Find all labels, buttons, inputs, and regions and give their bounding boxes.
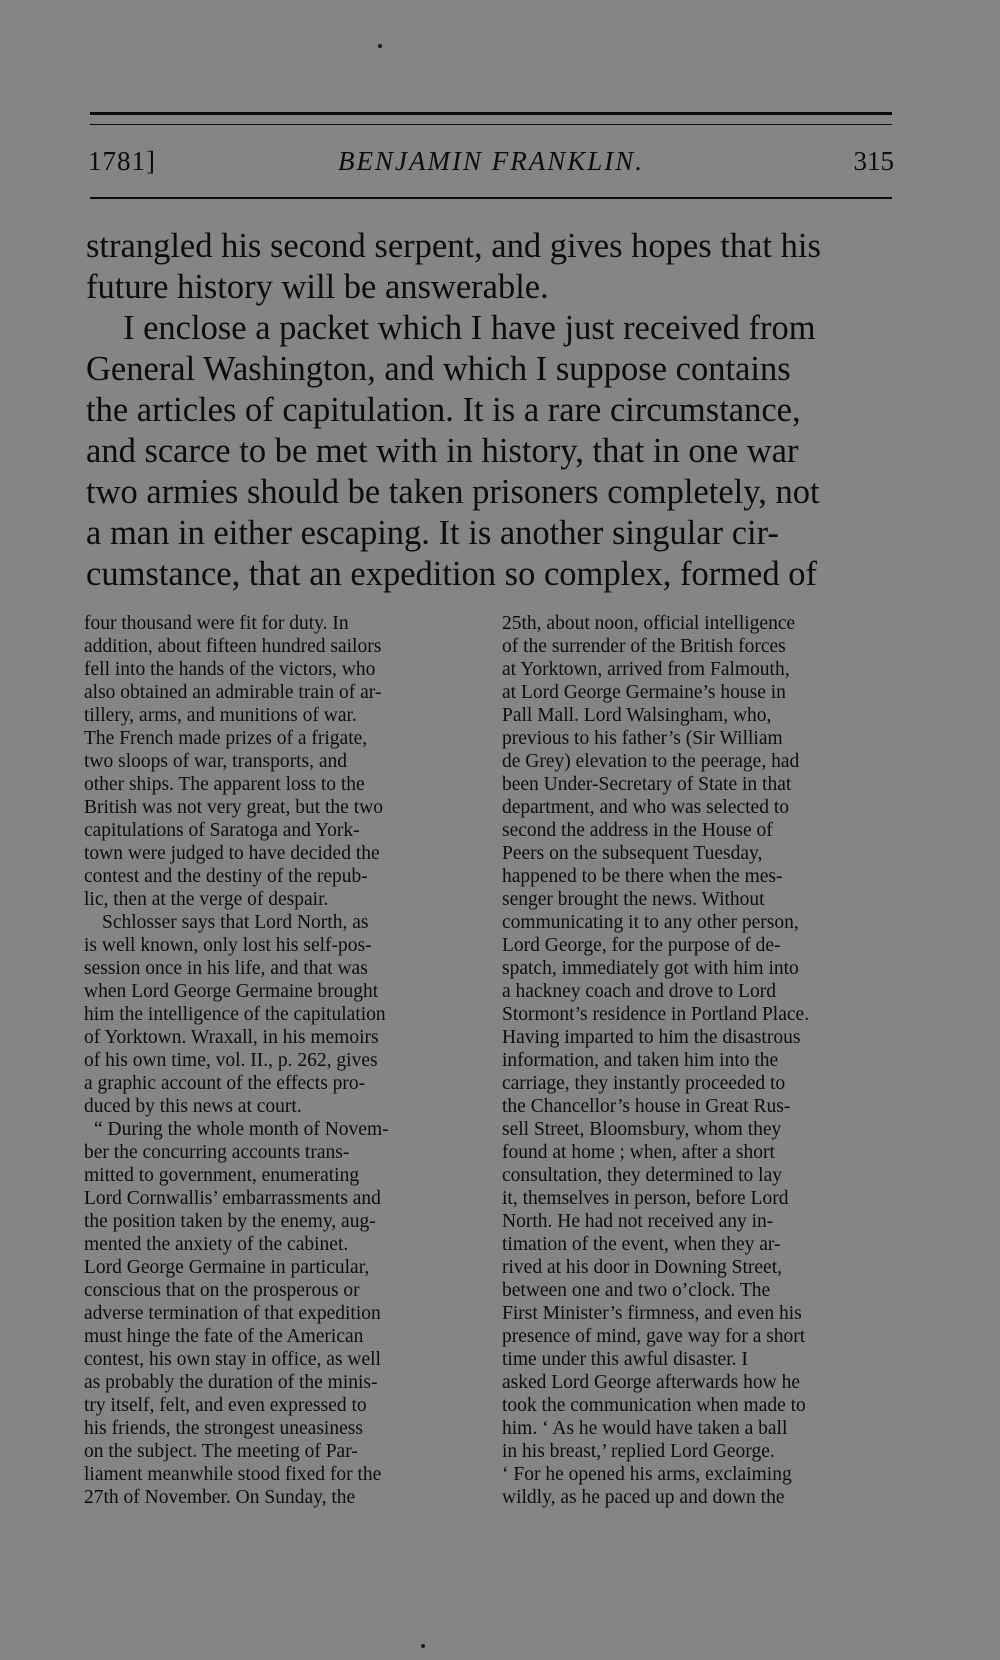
footnote-line: ber the concurring accounts trans- bbox=[84, 1142, 350, 1163]
footnote-line: senger brought the news. Without bbox=[502, 889, 765, 910]
header-rule-second bbox=[90, 124, 892, 125]
footnote-line: at Lord George Germaine’s house in bbox=[502, 682, 786, 703]
speck-top bbox=[378, 44, 382, 48]
footnote-line: department, and who was selected to bbox=[502, 797, 789, 818]
footnote-line: took the communication when made to bbox=[502, 1395, 806, 1416]
footnote-line: found at home ; when, after a short bbox=[502, 1142, 775, 1163]
footnote-line: on the subject. The meeting of Par- bbox=[84, 1441, 358, 1462]
footnote-line: 25th, about noon, official intelligence bbox=[502, 613, 796, 634]
footnote-line: contest and the destiny of the repub- bbox=[84, 866, 368, 887]
running-header bbox=[88, 146, 894, 186]
footnote-line: at Yorktown, arrived from Falmouth, bbox=[502, 659, 790, 680]
footnote-line: when Lord George Germaine brought bbox=[84, 981, 379, 1002]
footnote-line: presence of mind, gave way for a short bbox=[502, 1326, 806, 1347]
header-rule-top bbox=[90, 112, 892, 115]
footnote-line: four thousand were fit for duty. In bbox=[84, 613, 349, 634]
footnote-line: a graphic account of the effects pro- bbox=[84, 1073, 366, 1094]
footnote-line: it, themselves in person, before Lord bbox=[502, 1188, 789, 1209]
footnote-line: time under this awful disaster. I bbox=[502, 1349, 748, 1370]
letter-line: and scarce to be met with in history, that in one war bbox=[86, 432, 799, 470]
footnote-line: must hinge the fate of the American bbox=[84, 1326, 364, 1347]
footnote-line: mented the anxiety of the cabinet. bbox=[84, 1234, 349, 1255]
letter-line: cumstance, that an expedition so complex, formed of bbox=[86, 555, 817, 593]
footnote-line: Lord George, for the purpose of de- bbox=[502, 935, 781, 956]
footnote-line: try itself, felt, and even expressed to bbox=[84, 1395, 367, 1416]
letter-text bbox=[86, 226, 892, 595]
footnote-line: town were judged to have decided the bbox=[84, 843, 380, 864]
footnote-line: mitted to government, enumerating bbox=[84, 1165, 360, 1186]
footnote-line: Pall Mall. Lord Walsingham, who, bbox=[502, 705, 772, 726]
footnote-line: Lord George Germaine in particular, bbox=[84, 1257, 370, 1278]
footnote-line: asked Lord George afterwards how he bbox=[502, 1372, 800, 1393]
speck-bottom bbox=[421, 1644, 425, 1648]
footnote-line: sell Street, Bloomsbury, whom they bbox=[502, 1119, 782, 1140]
footnote-line: of his own time, vol. II., p. 262, gives bbox=[84, 1050, 378, 1071]
footnote-line: two sloops of war, transports, and bbox=[84, 751, 347, 772]
footnote-line: tillery, arms, and munitions of war. bbox=[84, 705, 357, 726]
footnote-column-right bbox=[502, 612, 888, 1509]
footnote-line: other ships. The apparent loss to the bbox=[84, 774, 365, 795]
footnote-line: addition, about fifteen hundred sailors bbox=[84, 636, 382, 657]
footnote-line: a hackney coach and drove to Lord bbox=[502, 981, 776, 1002]
footnote-line: him the intelligence of the capitulation bbox=[84, 1004, 386, 1025]
footnote-line: his friends, the strongest uneasiness bbox=[84, 1418, 363, 1439]
footnote-line: communicating it to any other person, bbox=[502, 912, 799, 933]
footnote-line: timation of the event, when they ar- bbox=[502, 1234, 781, 1255]
letter-line: two armies should be taken prisoners completely, not bbox=[86, 473, 820, 511]
footnote-line: liament meanwhile stood fixed for the bbox=[84, 1464, 382, 1485]
footnote-column-left bbox=[84, 612, 470, 1509]
footnote-line: lic, then at the verge of despair. bbox=[84, 889, 329, 910]
footnote-line: 27th of November. On Sunday, the bbox=[84, 1487, 356, 1508]
footnote-line: session once in his life, and that was bbox=[84, 958, 368, 979]
footnote-line: “ During the whole month of Novem- bbox=[94, 1119, 389, 1140]
footnote-line: as probably the duration of the minis- bbox=[84, 1372, 378, 1393]
footnote-line: First Minister’s firmness, and even his bbox=[502, 1303, 802, 1324]
footnote-line: duced by this news at court. bbox=[84, 1096, 302, 1117]
footnote-line: carriage, they instantly proceeded to bbox=[502, 1073, 786, 1094]
header-rule-bottom bbox=[90, 197, 892, 199]
footnote-line: capitulations of Saratoga and York- bbox=[84, 820, 360, 841]
footnote-line: Lord Cornwallis’ embarrassments and bbox=[84, 1188, 381, 1209]
footnote-line: British was not very great, but the two bbox=[84, 797, 383, 818]
letter-line: future history will be answerable. bbox=[86, 268, 549, 306]
header-year: 1781] bbox=[88, 146, 156, 176]
footnote-line: The French made prizes of a frigate, bbox=[84, 728, 368, 749]
footnote-line: Stormont’s residence in Portland Place. bbox=[502, 1004, 810, 1025]
footnote-line: consultation, they determined to lay bbox=[502, 1165, 782, 1186]
footnote-line: is well known, only lost his self-pos- bbox=[84, 935, 372, 956]
footnote-line: also obtained an admirable train of ar- bbox=[84, 682, 382, 703]
footnote-line: second the address in the House of bbox=[502, 820, 773, 841]
letter-line: General Washington, and which I suppose contains bbox=[86, 350, 791, 388]
footnote-line: of the surrender of the British forces bbox=[502, 636, 786, 657]
footnote-line: the position taken by the enemy, aug- bbox=[84, 1211, 376, 1232]
letter-line: I enclose a packet which I have just received from bbox=[123, 309, 816, 347]
footnote-line: Peers on the subsequent Tuesday, bbox=[502, 843, 763, 864]
footnote-line: ‘ For he opened his arms, exclaiming bbox=[502, 1464, 792, 1485]
footnote-line: de Grey) elevation to the peerage, had bbox=[502, 751, 800, 772]
footnote-line: been Under-Secretary of State in that bbox=[502, 774, 792, 795]
footnote-line: between one and two o’clock. The bbox=[502, 1280, 771, 1301]
footnote-line: him. ‘ As he would have taken a ball bbox=[502, 1418, 788, 1439]
footnote-line: Having imparted to him the disastrous bbox=[502, 1027, 801, 1048]
footnote-line: adverse termination of that expedition bbox=[84, 1303, 381, 1324]
footnote-line: wildly, as he paced up and down the bbox=[502, 1487, 785, 1508]
footnote-line: conscious that on the prosperous or bbox=[84, 1280, 360, 1301]
header-title: BENJAMIN FRANKLIN. bbox=[338, 146, 644, 176]
letter-line: the articles of capitulation. It is a rare circumstance, bbox=[86, 391, 801, 429]
footnote-line: North. He had not received any in- bbox=[502, 1211, 774, 1232]
footnote-line: information, and taken him into the bbox=[502, 1050, 779, 1071]
footnote-line: spatch, immediately got with him into bbox=[502, 958, 799, 979]
footnote-line: in his breast,’ replied Lord George. bbox=[502, 1441, 775, 1462]
letter-line: strangled his second serpent, and gives hopes that his bbox=[86, 227, 821, 265]
page-number: 315 bbox=[853, 146, 894, 176]
footnote-line: happened to be there when the mes- bbox=[502, 866, 783, 887]
footnote-line: of Yorktown. Wraxall, in his memoirs bbox=[84, 1027, 379, 1048]
footnote-line: rived at his door in Downing Street, bbox=[502, 1257, 782, 1278]
letter-line: a man in either escaping. It is another singular cir- bbox=[86, 514, 779, 552]
footnote-line: Schlosser says that Lord North, as bbox=[102, 912, 369, 933]
footnote-line: fell into the hands of the victors, who bbox=[84, 659, 376, 680]
footnote-line: previous to his father’s (Sir William bbox=[502, 728, 783, 749]
footnote-line: contest, his own stay in office, as well bbox=[84, 1349, 381, 1370]
footnote-line: the Chancellor’s house in Great Rus- bbox=[502, 1096, 791, 1117]
